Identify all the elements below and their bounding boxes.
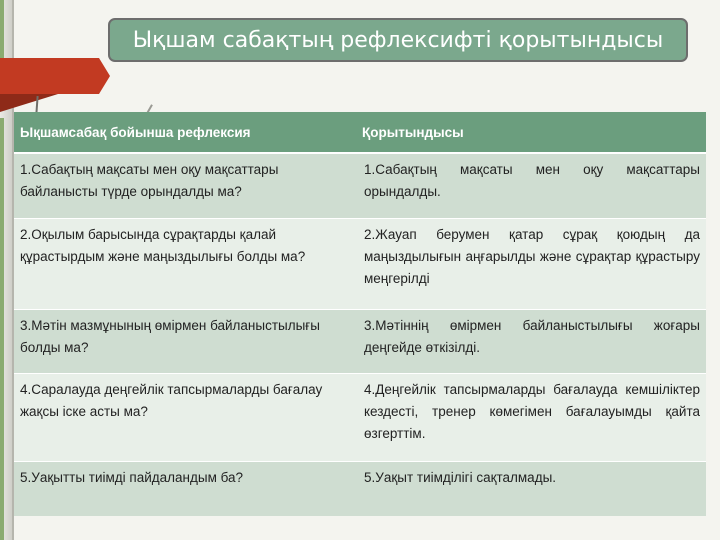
- table-row: [14, 218, 706, 309]
- answer-cell: 3.Мәтіннің өмірмен байланыстылығы жоғары деңгейде өткізілді.: [352, 309, 706, 373]
- green-accent-bar-bottom: [0, 118, 4, 540]
- slide-title-text: Ықшам сабақтың рефлексифті қорытындысы: [132, 27, 664, 53]
- table-row: [14, 373, 706, 461]
- question-cell: 5.Уақытты тиімді пайдаландым ба?: [14, 461, 352, 516]
- question-cell: 3.Мәтін мазмұнының өмірмен байланыстылығы болды ма?: [14, 309, 352, 373]
- slide-title: [108, 18, 688, 62]
- table-row: [14, 153, 706, 218]
- green-accent-bar-top: [0, 0, 4, 58]
- table-header-row: [14, 112, 706, 153]
- answer-cell: 1.Сабақтың мақсаты мен оқу мақсаттары орындалды.: [352, 153, 706, 218]
- column-header-result: Қорытындысы: [352, 112, 706, 153]
- answer-cell: 5.Уақыт тиімділігі сақталмады.: [352, 461, 706, 516]
- answer-cell: 2.Жауап берумен қатар сұрақ қоюдың да маңыздылығын аңғарылды және сұрақтар құрастыру меңгерілді: [352, 218, 706, 309]
- table-row: [14, 309, 706, 373]
- column-header-reflection: Ықшамсабақ бойынша рефлексия: [14, 112, 352, 153]
- question-cell: 4.Саралауда деңгейлік тапсырмаларды бағалау жақсы іске асты ма?: [14, 373, 352, 461]
- table-row: [14, 461, 706, 516]
- question-cell: 2.Оқылым барысында сұрақтарды қалай құрастырдым және маңыздылығы болды ма?: [14, 218, 352, 309]
- question-cell: 1.Сабақтың мақсаты мен оқу мақсаттары байланысты түрде орындалды ма?: [14, 153, 352, 218]
- answer-cell: 4.Деңгейлік тапсырмаларды бағалауда кемшіліктер кездесті, тренер көмегімен бағалауымды қайта өзгерттім.: [352, 373, 706, 461]
- reflection-table: [14, 112, 706, 516]
- red-arrow-shape: [0, 58, 110, 94]
